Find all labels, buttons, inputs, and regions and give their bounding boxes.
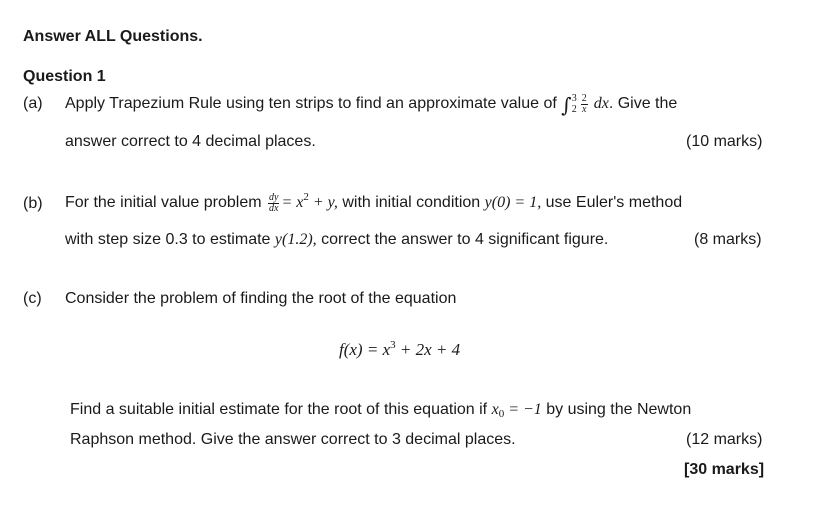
part-b-label: (b) xyxy=(23,195,43,212)
part-a-line1 xyxy=(65,88,677,120)
integral-sign-icon: ∫ xyxy=(561,93,572,117)
instructions-heading: Answer ALL Questions. xyxy=(23,28,203,45)
part-c-line1-start: Find a suitable initial estimate for the root of this equation if xyxy=(70,401,488,418)
total-marks: [30 marks] xyxy=(684,461,765,478)
part-c-line1 xyxy=(70,401,691,419)
part-a-line2: answer correct to 4 decimal places. xyxy=(65,133,316,150)
equation-exponent: 3 xyxy=(390,339,396,351)
integral-expression xyxy=(561,92,609,117)
part-a-text-after: . Give the xyxy=(608,95,678,112)
part-b-line2 xyxy=(65,231,608,249)
integrand-numerator: 2 xyxy=(581,92,587,104)
equation-display xyxy=(339,340,460,360)
question-title: Question 1 xyxy=(23,68,106,85)
part-c-marks: (12 marks) xyxy=(686,431,763,448)
equation-right: + 2x + 4 xyxy=(395,340,461,359)
integrand-denominator: x xyxy=(581,103,587,115)
part-b-text2: with initial condition xyxy=(342,194,481,211)
integral-limits xyxy=(572,93,577,115)
part-b-text3: use Euler's method xyxy=(545,194,683,211)
x0-value: = −1 xyxy=(504,401,542,418)
part-c-label: (c) xyxy=(23,290,42,307)
x0-subscript: 0 xyxy=(498,408,505,420)
integral-dx: dx xyxy=(593,95,609,112)
part-b-line2-start: with step size 0.3 to estimate xyxy=(65,231,271,248)
part-a-marks: (10 marks) xyxy=(686,133,763,150)
initial-estimate xyxy=(492,401,542,418)
part-b-marks: (8 marks) xyxy=(694,231,762,248)
initial-condition: y(0) = 1, xyxy=(484,194,542,211)
ode-exponent: 2 xyxy=(303,191,309,203)
part-b-text1: For the initial value problem xyxy=(65,194,262,211)
ode-rhs: = x xyxy=(281,194,304,211)
part-c-line1-end: by using the Newton xyxy=(546,401,692,418)
ode-tail: + y, xyxy=(308,194,338,211)
ode-expression xyxy=(266,191,338,214)
part-b-line1 xyxy=(65,187,682,219)
integral-lower-limit: 2 xyxy=(571,104,577,116)
derivative-numerator: dy xyxy=(269,191,279,203)
x0-var: x xyxy=(491,401,499,418)
euler-target: y(1.2), xyxy=(274,231,317,248)
equation-left: f(x) = x xyxy=(339,340,391,359)
integral-upper-limit: 3 xyxy=(571,93,577,105)
derivative-denominator: dx xyxy=(269,202,279,214)
part-c-line2: Raphson method. Give the answer correct to 3 decimal places. xyxy=(70,431,516,448)
integrand-fraction xyxy=(581,94,588,115)
derivative-fraction xyxy=(268,193,279,214)
part-b-line2-end: correct the answer to 4 significant figure. xyxy=(321,231,609,248)
part-a-label: (a) xyxy=(23,95,43,112)
part-c-intro: Consider the problem of finding the root of the equation xyxy=(65,290,457,307)
part-a-text: Apply Trapezium Rule using ten strips to find an approximate value of xyxy=(65,95,557,112)
